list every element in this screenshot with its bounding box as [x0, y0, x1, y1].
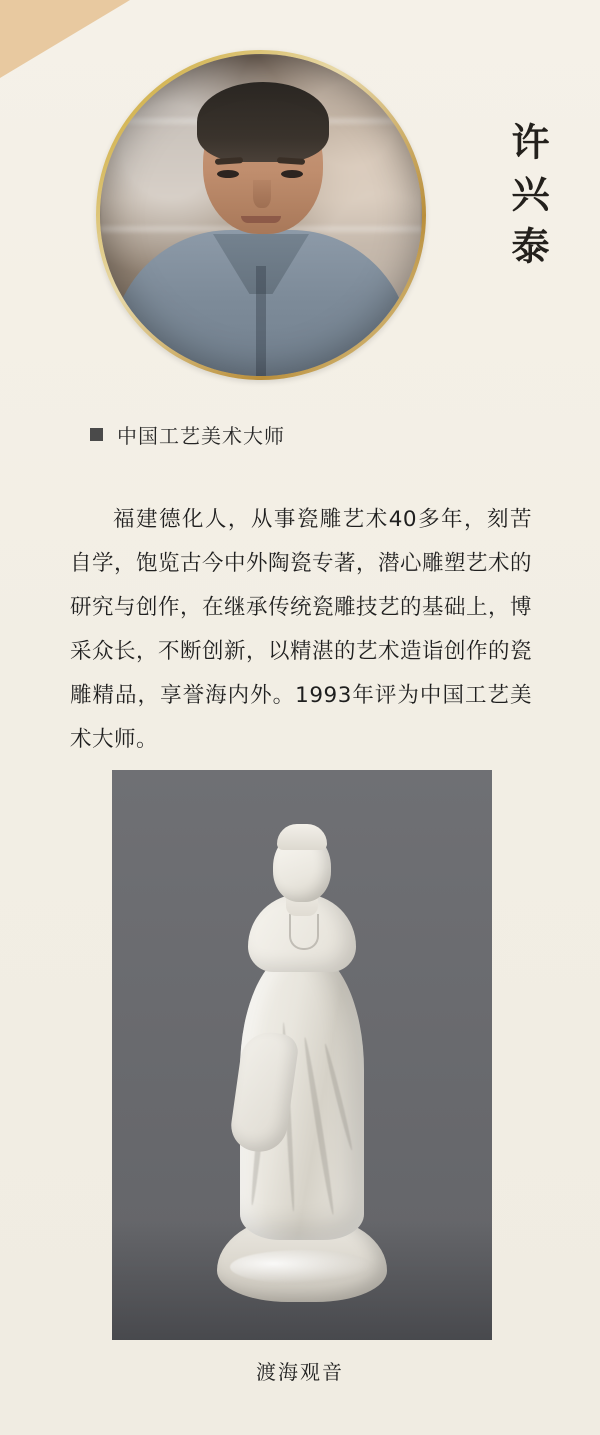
portrait-frame [96, 50, 426, 380]
honor-row [90, 420, 285, 449]
guanyin-figure [207, 832, 397, 1302]
portrait-vignette [100, 54, 422, 376]
artist-biography: 福建德化人，从事瓷雕艺术40多年，刻苦自学，饱览古今中外陶瓷专著，潜心雕塑艺术的研究与创作，在继承传统瓷雕技艺的基础上，博采众长，不断创新，以精湛的艺术造诣创作的瓷雕精品，享誉海内外。1993年评为中国工艺美术大师。 [70, 507, 533, 752]
square-bullet-icon [90, 428, 103, 441]
artist-name: 许兴泰 [505, 122, 550, 278]
artwork-image [112, 770, 492, 1340]
guanyin-crown [277, 824, 327, 850]
portrait-photo [100, 54, 422, 376]
artwork-caption: 渡海观音 [256, 1360, 344, 1384]
honor-title: 中国工艺美术大师 [117, 424, 285, 448]
guanyin-necklace [289, 914, 319, 950]
guanyin-wave-highlight [230, 1250, 374, 1284]
